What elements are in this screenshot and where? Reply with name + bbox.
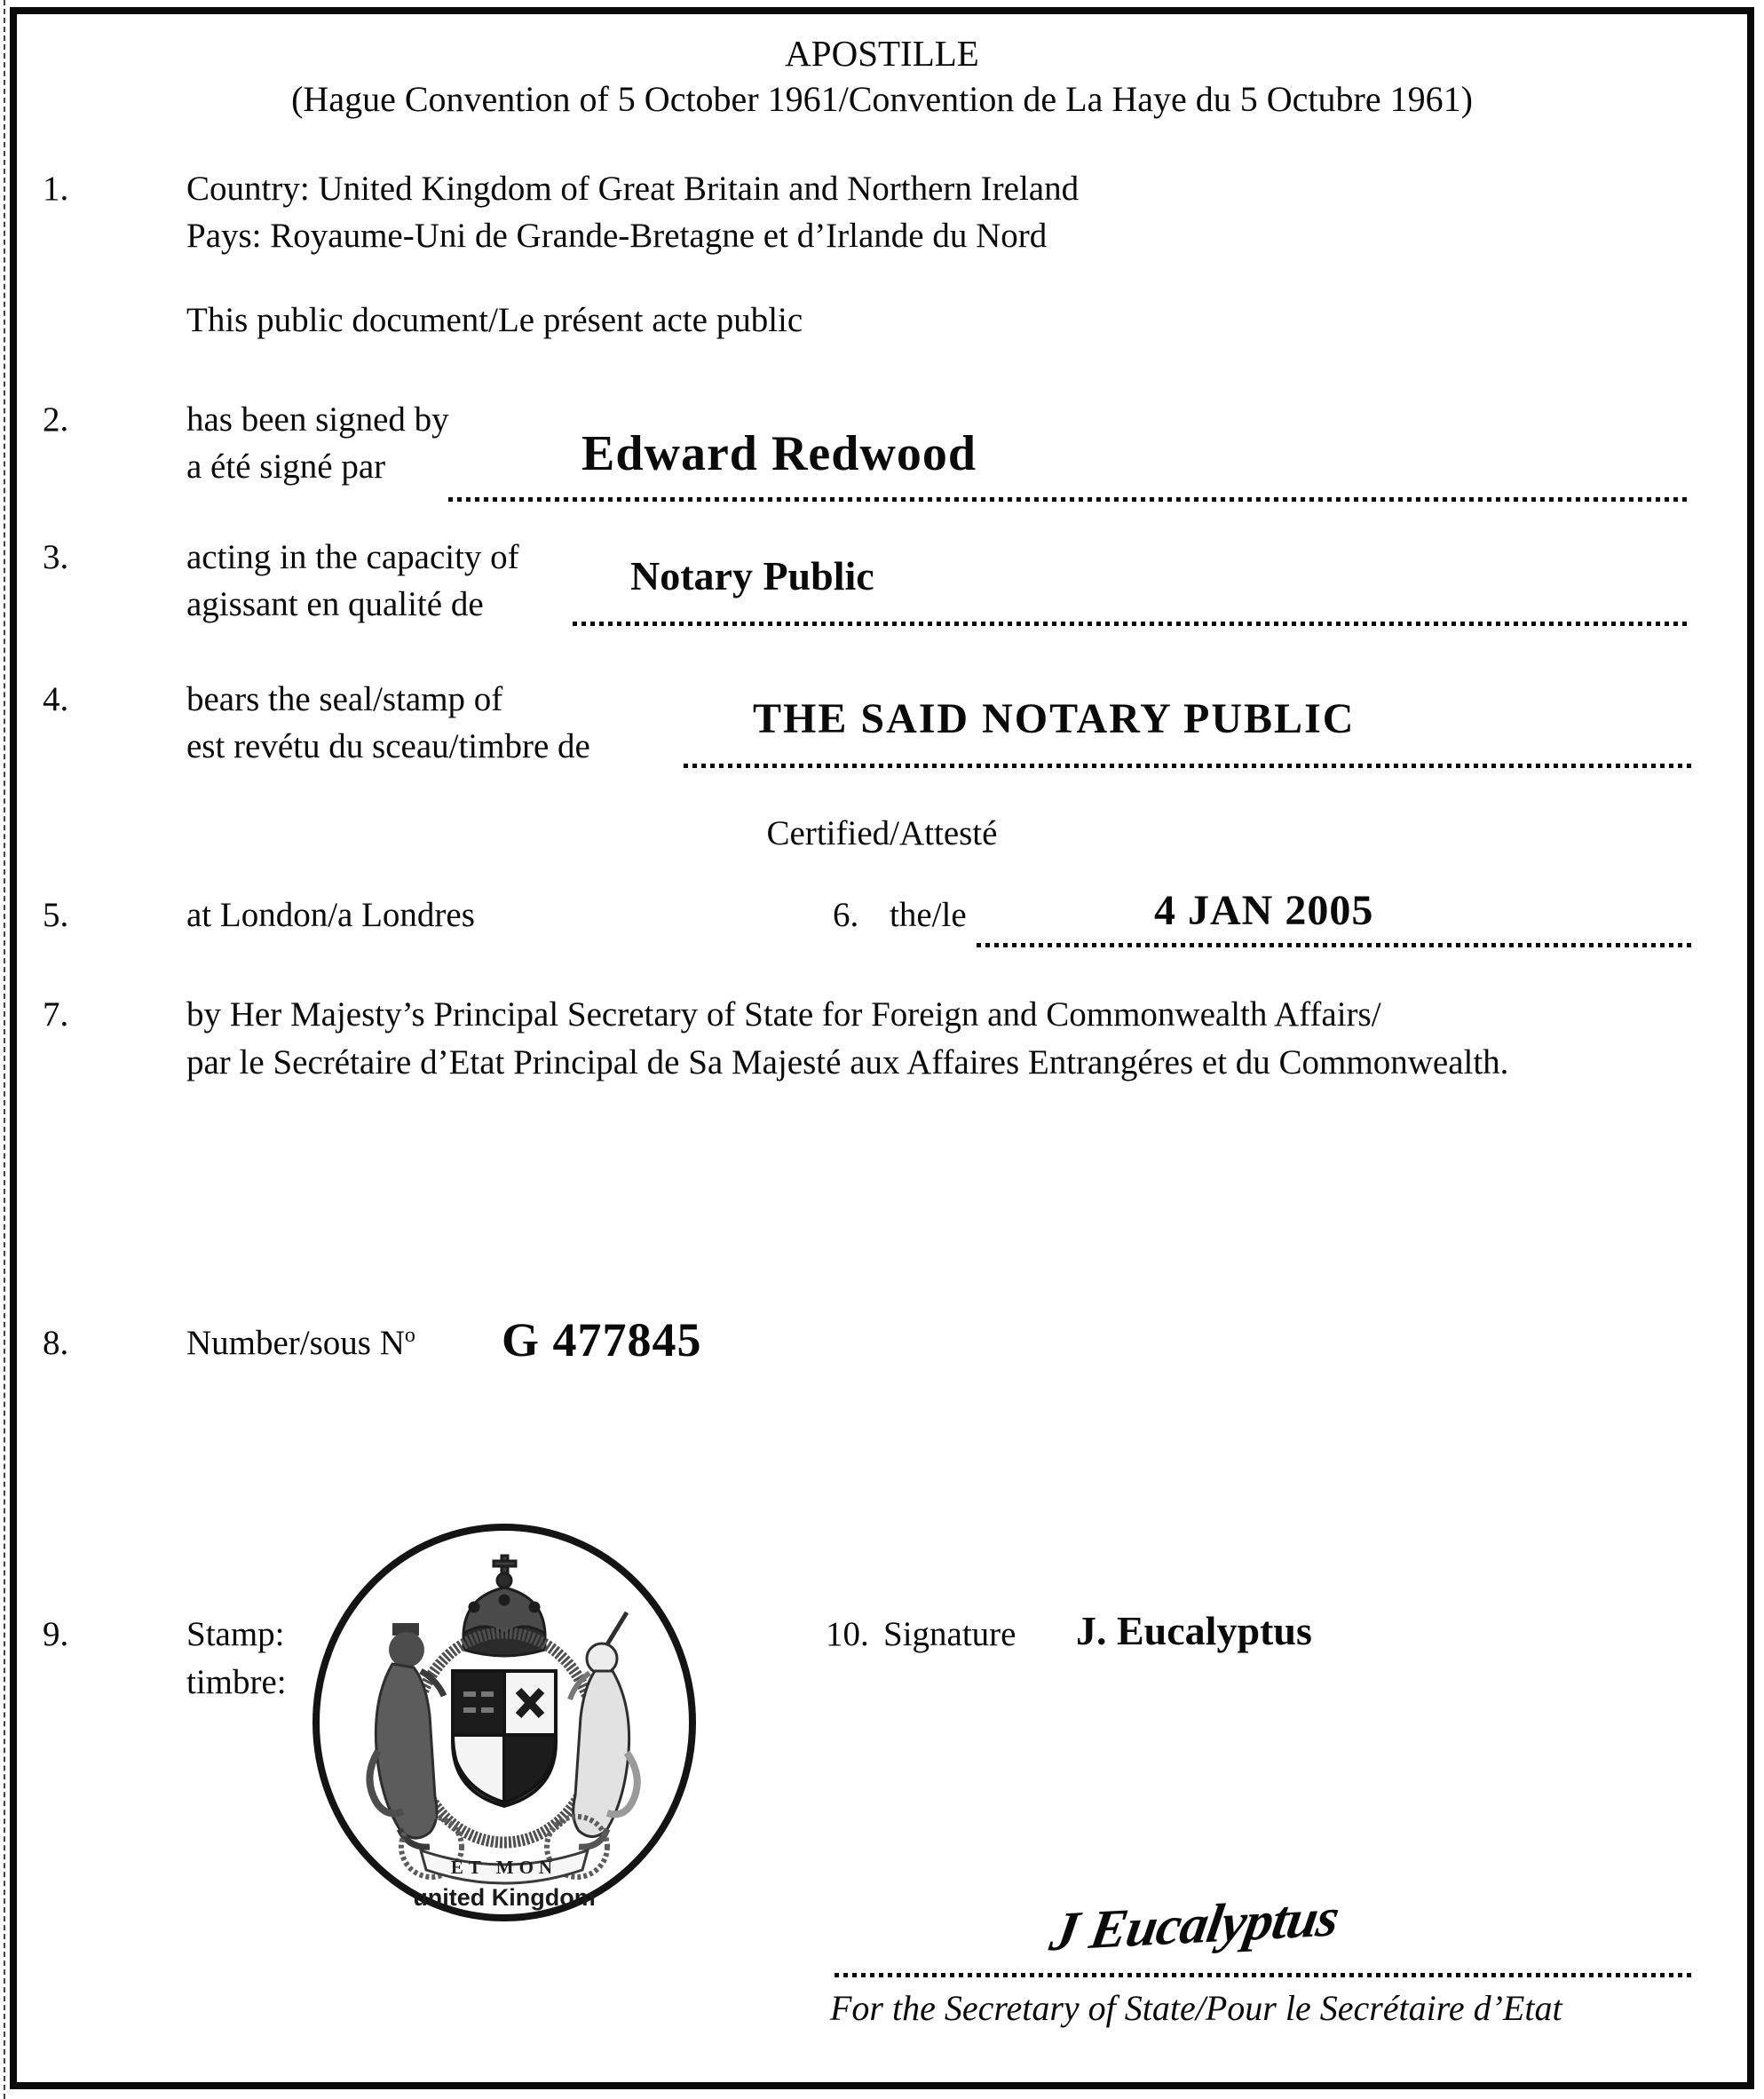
item8-number: 8. [43,1324,69,1362]
uk-royal-coat-of-arms-seal [307,1520,701,1925]
dotted-line-item4 [684,764,1691,768]
item1-document-line: This public document/Le présent acte public [186,301,803,339]
item9-label-fr: timbre: [186,1663,287,1701]
signature-attribution: For the Secretary of State/Pour le Secrétaire d’Etat [830,1988,1562,2028]
item1-country-en: Country: United Kingdom of Great Britain and Northern Ireland [186,170,1080,208]
item1-country-fr: Pays: Royaume-Uni de Grande-Bretagne et d’Irlande du Nord [186,217,1048,255]
scan-edge-artifact [4,0,5,2099]
item7-line2: par le Secrétaire d’Etat Principal de Sa Majesté aux Affaires Entrangéres et du Commonwealth. [186,1043,1509,1081]
item5-place: at London/a Londres [186,896,475,934]
item9-label-en: Stamp: [186,1615,285,1653]
handwritten-signature: J Eucalyptus [1046,1887,1343,1963]
item4-label-en: bears the seal/stamp of [186,680,503,718]
dotted-line-signature [835,1973,1691,1977]
seal-graphic [307,1520,701,1925]
item8-label: Number/sous $N^o$ [186,1324,415,1362]
item4-label-fr: est revétu du sceau/timbre de [186,727,590,765]
item6-label: the/le [890,896,967,934]
item2-signer-name: Edward Redwood [581,426,977,481]
page-subtitle: (Hague Convention of 5 October 1961/Convention de La Haye du 5 Octubre 1961) [291,79,1473,119]
dotted-line-item3 [573,622,1691,626]
item7-number: 7. [43,995,69,1034]
seal-caption: united Kingdom [413,1884,596,1911]
item7-line1: by Her Majesty’s Principal Secretary of State for Foreign and Commonwealth Affairs/ [186,995,1381,1034]
item1-number: 1. [43,170,69,208]
item3-label-en: acting in the capacity of [186,538,519,576]
item6-number: 6. [833,896,859,934]
item2-number: 2. [43,400,69,439]
item2-label-en: has been signed by [186,400,449,439]
item4-seal-value: THE SAID NOTARY PUBLIC [753,695,1356,742]
item10-label: Signature [883,1615,1016,1653]
quartered-shield [453,1671,556,1806]
dotted-line-item6 [977,943,1691,947]
item3-label-fr: agissant en qualité de [186,585,484,623]
item4-number: 4. [43,680,69,718]
item10-signature-name: J. Eucalyptus [1076,1608,1312,1653]
certified-heading: Certified/Attesté [766,814,998,852]
motto-text: ET MON [450,1857,558,1878]
item3-number: 3. [43,538,69,576]
item8-label-superscript: o [404,1324,415,1347]
dotted-line-item2 [448,497,1691,502]
item5-number: 5. [43,896,69,934]
unicorn-supporter [570,1612,637,1847]
item9-number: 9. [43,1615,69,1653]
item3-capacity-value: Notary Public [630,553,874,598]
page-title: APOSTILLE [785,33,979,74]
item6-date-value: 4 JAN 2005 [1154,887,1374,934]
lion-supporter [369,1623,444,1847]
item2-label-fr: a été signé par [186,448,386,486]
item8-number-value: G 477845 [502,1313,702,1366]
item10-number: 10. [826,1615,869,1653]
